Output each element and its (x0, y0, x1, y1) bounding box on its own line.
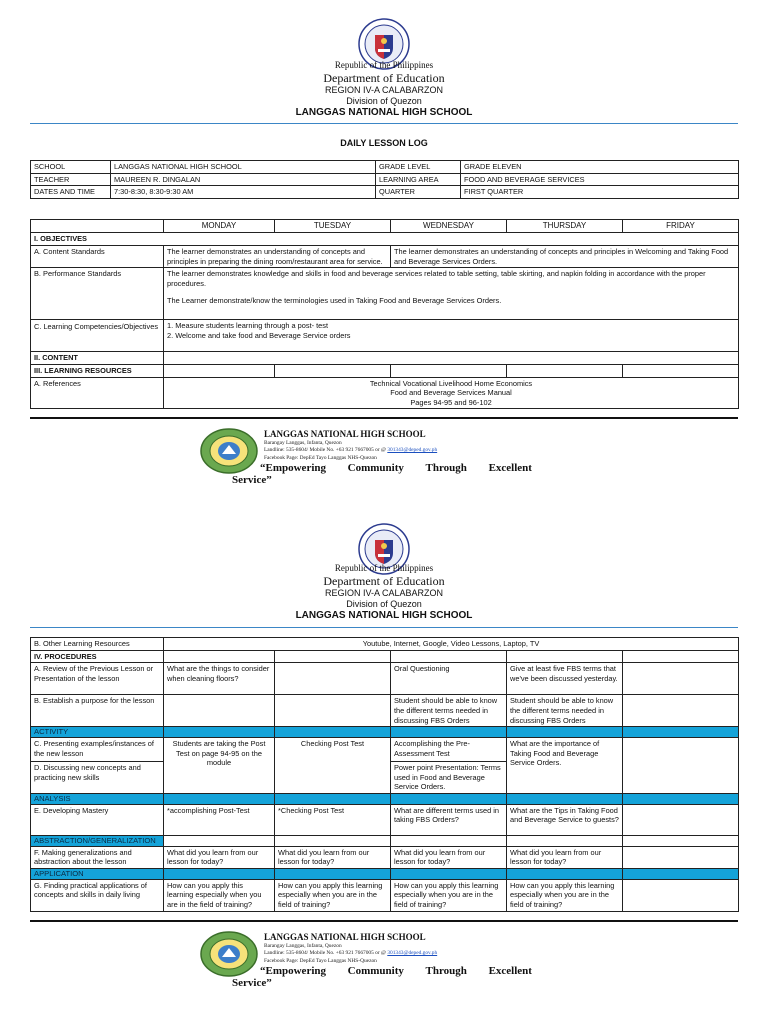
review-wed: Oral Questioning (391, 663, 507, 695)
header-divider (30, 123, 738, 124)
mastery-label: E. Developing Mastery (31, 804, 164, 835)
page1-header (0, 0, 768, 118)
references-label: A. References (31, 377, 164, 409)
band-cell (391, 727, 507, 738)
band-cell-white (164, 835, 275, 846)
resources-fri (623, 364, 739, 377)
cell (275, 650, 391, 663)
header-divider (30, 627, 738, 628)
republic-text: Republic of the Philippines (334, 60, 434, 70)
footer-divider-2 (30, 920, 738, 922)
region-text: REGION IV-A CALABARZON (324, 588, 444, 599)
review-label: A. Review of the Previous Lesson or Presentation of the lesson (31, 663, 164, 695)
lesson-table-page2 (30, 637, 739, 912)
band-cell (623, 727, 739, 738)
resources-heading: III. LEARNING RESOURCES (31, 364, 164, 377)
application-label: G. Finding practical applications of concepts and skills in daily living (31, 879, 164, 911)
application-wed: How can you apply this learning especially when you are in the field of training? (391, 879, 507, 911)
footer-school-name: LANGGAS NATIONAL HIGH SCHOOL (264, 429, 426, 439)
analysis-band: ANALYSIS (31, 793, 164, 804)
content-standards-wed-fri: The learner demonstrates an understanding of concepts and principles in Welcoming and Taking Food and Beverage Services Orders. (391, 246, 739, 268)
performance-standards-label: B. Performance Standards (31, 268, 164, 320)
republic-text: Republic of the Philippines (334, 563, 434, 573)
footer-school-name: LANGGAS NATIONAL HIGH SCHOOL (264, 932, 426, 942)
area-value: FOOD AND BEVERAGE SERVICES (461, 173, 739, 186)
purpose-fri (623, 695, 739, 727)
other-resources-value: Youtube, Internet, Google, Video Lessons, Laptop, TV (164, 638, 739, 651)
mastery-wed: What are different terms used in taking FBS Orders? (391, 804, 507, 835)
band-cell-white (623, 835, 739, 846)
department-text: Department of Education (323, 70, 445, 85)
day-header-friday: FRIDAY (623, 220, 739, 233)
corner-cell (31, 220, 164, 233)
references-value (164, 377, 739, 409)
band-cell (164, 793, 275, 804)
lesson-table-page1 (30, 219, 739, 409)
band-cell (275, 727, 391, 738)
purpose-tue (275, 695, 391, 727)
dates-label: DATES AND TIME (31, 186, 111, 199)
cell (164, 650, 275, 663)
reference-1: Technical Vocational Livelihood Home Economics (369, 378, 533, 388)
band-cell (507, 868, 623, 879)
band-cell-white (275, 835, 391, 846)
footer-address: Barangay Langgas, Infanta, Quezon (264, 440, 342, 446)
area-label: LEARNING AREA (376, 173, 461, 186)
review-fri (623, 663, 739, 695)
generalization-mon: What did you learn from our lesson for today? (164, 846, 275, 868)
competency-1: 1. Measure students learning through a post- test (167, 321, 329, 331)
other-resources-label: B. Other Learning Resources (31, 638, 164, 651)
content-standards-mon-tue: The learner demonstrates an understanding of concepts and principles in preparing the dining room/restaurant area for service. (164, 246, 391, 268)
teacher-label: TEACHER (31, 173, 111, 186)
footer-motto: “Empowering Community Through Excellent Service” (232, 462, 532, 486)
footer-facebook: Facebook Page: DepEd Tayo Langgas NHS-Quezon (264, 454, 377, 461)
performance-standards-1: The learner demonstrates knowledge and skills in food and beverage services related to table setting, table skirting, and napkin folding in accordance with the proper procedures. (167, 269, 706, 288)
quarter-value: FIRST QUARTER (461, 186, 739, 199)
application-band: APPLICATION (31, 868, 164, 879)
review-mon: What are the things to consider when cleaning floors? (164, 663, 275, 695)
band-cell (391, 793, 507, 804)
day-header-wednesday: WEDNESDAY (391, 220, 507, 233)
presenting-fri (623, 738, 739, 794)
competencies-label: C. Learning Competencies/Objectives (31, 320, 164, 352)
band-cell (623, 868, 739, 879)
generalization-wed: What did you learn from our lesson for today? (391, 846, 507, 868)
resources-mon (164, 364, 275, 377)
application-mon: How can you apply this learning especially when you are in the field of training? (164, 879, 275, 911)
mastery-tue: *Checking Post Test (275, 804, 391, 835)
footer-motto: “Empowering Community Through Excellent Service” (232, 965, 532, 989)
mastery-fri (623, 804, 739, 835)
generalization-tue: What did you learn from our lesson for today? (275, 846, 391, 868)
competencies-value (164, 320, 739, 352)
cell (623, 650, 739, 663)
reference-2: Food and Beverage Services Manual (390, 388, 512, 398)
page2-header (0, 505, 768, 623)
info-table (30, 160, 739, 199)
generalization-label: F. Making generalizations and abstraction about the lesson (31, 846, 164, 868)
footer-facebook: Facebook Page: DepEd Tayo Langgas NHS-Quezon (264, 957, 377, 964)
band-cell (164, 727, 275, 738)
school-name-heading: LANGGAS NATIONAL HIGH SCHOOL (295, 609, 473, 621)
presenting-tue: Checking Post Test (275, 738, 391, 794)
resources-thu (507, 364, 623, 377)
generalization-fri (623, 846, 739, 868)
band-cell (391, 868, 507, 879)
application-tue: How can you apply this learning especially when you are in the field of training? (275, 879, 391, 911)
footer-email-link[interactable]: 301343@deped.gov.ph (387, 447, 438, 454)
band-cell-white (507, 835, 623, 846)
band-cell (275, 793, 391, 804)
school-name-heading: LANGGAS NATIONAL HIGH SCHOOL (295, 106, 473, 118)
teacher-value: MAUREEN R. DINGALAN (111, 173, 376, 186)
mastery-mon: *accomplishing Post-Test (164, 804, 275, 835)
presenting-mon: Students are taking the Post Test on page 94-95 on the module (164, 738, 275, 794)
performance-standards-value (164, 268, 739, 320)
footer-divider-1 (30, 417, 738, 419)
review-tue (275, 663, 391, 695)
generalization-thu: What did you learn from our lesson for today? (507, 846, 623, 868)
day-header-monday: MONDAY (164, 220, 275, 233)
performance-standards-2: The Learner demonstrate/know the terminologies used in Taking Food and Beverage Services Orders. (167, 295, 502, 305)
content-heading: II. CONTENT (31, 352, 164, 365)
abstraction-band: ABSTRACTION/GENERALIZATION (31, 835, 164, 846)
activity-band: ACTIVITY (31, 727, 164, 738)
footer-contact (264, 943, 437, 965)
band-cell-white (391, 835, 507, 846)
review-thu: Give at least five FBS terms that we've been discussed yesterday. (507, 663, 623, 695)
mastery-thu: What are the Tips in Taking Food and Beverage Service to guests? (507, 804, 623, 835)
page-title: DAILY LESSON LOG (340, 138, 428, 148)
discussing-wed: Power point Presentation: Terms used in Food and Beverage Service Orders. (391, 762, 507, 794)
application-thu: How can you apply this learning especially when you are in the field of training? (507, 879, 623, 911)
band-cell (623, 793, 739, 804)
day-header-thursday: THURSDAY (507, 220, 623, 233)
purpose-thu: Student should be able to know the different terms needed in discussing FBS Orders (507, 695, 623, 727)
quarter-label: QUARTER (376, 186, 461, 199)
resources-wed (391, 364, 507, 377)
cell (391, 650, 507, 663)
presenting-wed: Accomplishing the Pre-Assessment Test (391, 738, 507, 762)
footer-contact (264, 440, 437, 462)
footer-email-link[interactable]: 301343@deped.gov.ph (387, 950, 438, 957)
footer-landline: Landline: 535-8604/ Mobile No. +63 921 7667005 or @ 301343@deped.gov.ph (264, 447, 438, 454)
footer-address: Barangay Langgas, Infanta, Quezon (264, 943, 342, 949)
competency-2: 2. Welcome and take food and Beverage Service orders (167, 330, 351, 340)
presenting-thu: What are the importance of Taking Food and Beverage Service Orders. (507, 738, 623, 794)
cell (507, 650, 623, 663)
school-value: LANGGAS NATIONAL HIGH SCHOOL (111, 161, 376, 174)
footer-landline: Landline: 535-8604/ Mobile No. +63 921 7667005 or @ 301343@deped.gov.ph (264, 950, 438, 957)
band-cell (507, 727, 623, 738)
presenting-label: C. Presenting examples/instances of the new lesson (31, 738, 164, 762)
objectives-heading: I. OBJECTIVES (31, 233, 739, 246)
discussing-label: D. Discussing new concepts and practicing new skills (31, 762, 164, 794)
application-fri (623, 879, 739, 911)
band-cell (275, 868, 391, 879)
division-text: Division of Quezon (346, 95, 422, 106)
purpose-mon (164, 695, 275, 727)
band-cell (507, 793, 623, 804)
division-text: Division of Quezon (346, 598, 422, 609)
school-label: SCHOOL (31, 161, 111, 174)
day-header-tuesday: TUESDAY (275, 220, 391, 233)
page2-footer (0, 927, 768, 997)
reference-3: Pages 94-95 and 96-102 (410, 397, 492, 407)
dates-value: 7:30-8:30, 8:30-9:30 AM (111, 186, 376, 199)
procedures-heading: IV. PROCEDURES (31, 650, 164, 663)
purpose-wed: Student should be able to know the different terms needed in discussing FBS Orders (391, 695, 507, 727)
band-cell (164, 868, 275, 879)
grade-label: GRADE LEVEL (376, 161, 461, 174)
content-standards-label: A. Content Standards (31, 246, 164, 268)
department-text: Department of Education (323, 573, 445, 588)
region-text: REGION IV-A CALABARZON (324, 85, 444, 96)
page1-footer (0, 424, 768, 494)
grade-value: GRADE ELEVEN (461, 161, 739, 174)
resources-tue (275, 364, 391, 377)
purpose-label: B. Establish a purpose for the lesson (31, 695, 164, 727)
content-value (164, 352, 739, 365)
